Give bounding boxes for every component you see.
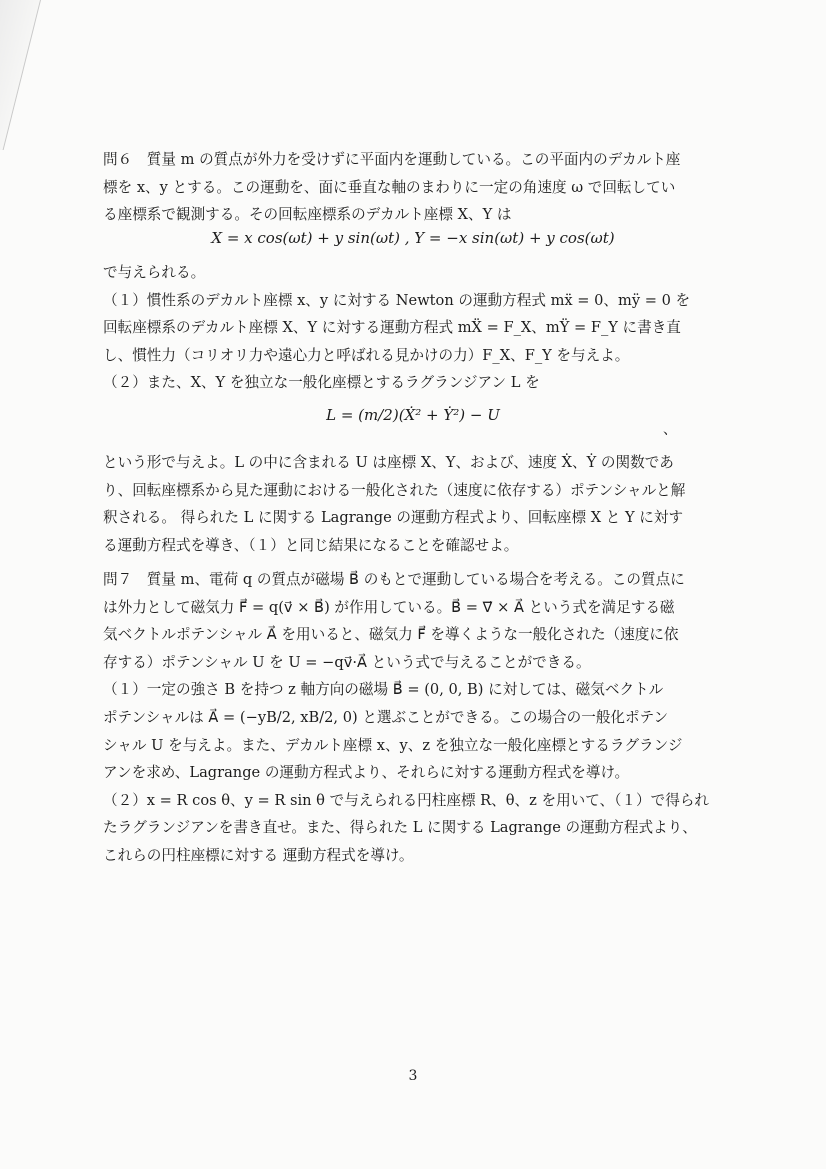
q6-lagrangian: L = (m/2)(Ẋ² + Ẏ²) − U <box>326 406 500 424</box>
q6-final-2: り、回転座標系から見た運動における一般化された（速度に依存する）ポテンシャルと解 <box>103 481 686 499</box>
q7-line-10: たラグランジアンを書き直せ。また、得られた L に関する Lagrange の運動方程式より、 <box>103 819 697 837</box>
q6-line-3: る座標系で観測する。その回転座標系のデカルト座標 X、Y は <box>103 206 512 224</box>
q6-after-4: し、慣性力（コリオリ力や遠心力と呼ばれる見かけの力）F_X、F_Y を与えよ。 <box>103 346 630 364</box>
q6-equation: X = x cos(ωt) + y sin(ωt) , Y = −x sin(ωt) + y cos(ωt) <box>211 229 615 247</box>
q7-line-3: 気ベクトルポテンシャル A⃗ を用いると、磁気力 F⃗ を導くような一般化された（速度に依 <box>103 626 679 644</box>
q7-line-5: （１）一定の強さ B を持つ z 軸方向の磁場 B⃗ = (0, 0, B) に対しては、磁気ベクトル <box>103 681 664 699</box>
q6-after-5: （２）また、X、Y を独立な一般化座標とするラグランジアン L を <box>103 374 540 392</box>
page-number: 3 <box>408 1068 418 1084</box>
q7-line-8: アンを求め、Lagrange の運動方程式より、それらに対する運動方程式を導け。 <box>103 764 630 782</box>
q7-line-1: 問７ 質量 m、電荷 q の質点が磁場 B⃗ のもとで運動している場合を考える。この質点に <box>103 571 685 588</box>
q6-after-2: （１）慣性系のデカルト座標 x、y に対する Newton の運動方程式 mẍ = 0、mÿ = 0 を <box>103 291 691 309</box>
folded-corner <box>0 0 41 150</box>
q6-final <box>103 449 733 559</box>
q7-line-6: ポテンシャルは A⃗ = (−yB/2, xB/2, 0) と選ぶことができる。この場合の一般化ポテン <box>103 708 669 726</box>
q6-final-1: という形で与えよ。L の中に含まれる U は座標 X、Y、および、速度 Ẋ、Ẏ の関数であ <box>103 454 674 471</box>
q6-line-1: 問６ 質量 m の質点が外力を受けずに平面内を運動している。この平面内のデカルト座 <box>103 151 681 168</box>
q6-final-4: る運動方程式を導き、（１）と同じ結果になることを確認せよ。 <box>103 536 519 554</box>
q7-line-2: は外力として磁気力 F⃗ = q(v⃗ × B⃗) が作用している。B⃗ = ∇⃗ × A⃗ という式を満足する磁 <box>103 598 675 616</box>
q7-line-9: （２）x = R cos θ、y = R sin θ で与えられる円柱座標 R、θ、z を用いて、（１）で得られ <box>103 791 710 809</box>
q6-intro <box>103 146 733 229</box>
q6-stray-mark: 、 <box>663 422 677 438</box>
q7-body <box>103 566 733 870</box>
q6-final-3: 釈される。 得られた L に関する Lagrange の運動方程式より、回転座標 X と Y に対す <box>103 509 684 527</box>
q6-body <box>103 259 733 397</box>
q6-after-1: で与えられる。 <box>103 264 206 281</box>
q7-line-11: これらの円柱座標に対する 運動方程式を導け。 <box>103 846 414 864</box>
q7-line-7: シャル U を与えよ。また、デカルト座標 x、y、z を独立な一般化座標とするラグランジ <box>103 736 683 754</box>
q7-line-4: 存する）ポテンシャル U を U = −qv⃗·A⃗ という式で与えることができる。 <box>103 653 591 671</box>
q6-line-2: 標を x、y とする。この運動を、面に垂直な軸のまわりに一定の角速度 ω で回転してい <box>103 178 676 196</box>
q6-after-3: 回転座標系のデカルト座標 X、Y に対する運動方程式 mẌ = F_X、mŸ = F_Y に書き直 <box>103 319 681 337</box>
